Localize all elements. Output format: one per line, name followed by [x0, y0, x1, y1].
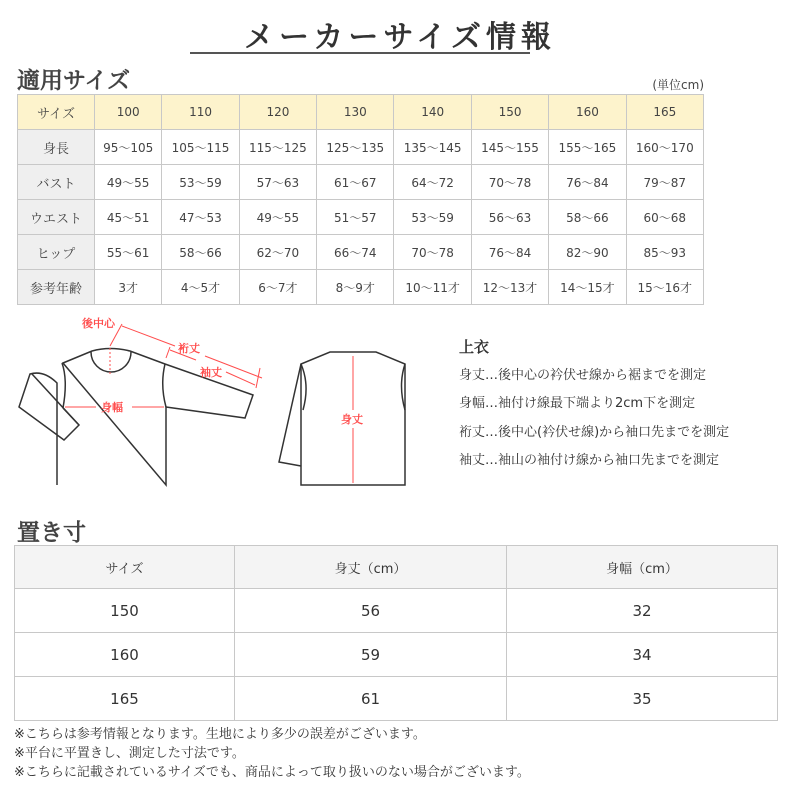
size-cell: 100 [95, 95, 162, 130]
cell: 49〜55 [239, 200, 316, 235]
header-cell: サイズ [15, 546, 235, 589]
cell: 4〜5才 [162, 270, 239, 305]
table-row [18, 270, 704, 305]
size-cell: 140 [394, 95, 471, 130]
size-cell: 165 [626, 95, 703, 130]
table-row [18, 200, 704, 235]
label-yuki: 裄丈 [178, 342, 200, 355]
page-title: メーカーサイズ情報 [244, 20, 556, 55]
fit-size-table [17, 94, 704, 305]
cell: 64〜72 [394, 165, 471, 200]
table-row [15, 677, 778, 721]
cell: 145〜155 [471, 130, 548, 165]
note: ※こちらは参考情報となります。生地により多少の誤差がございます。 [14, 727, 426, 742]
label-width: 身幅 [101, 401, 123, 414]
flat-size-heading: 置き寸 [17, 520, 86, 546]
measurement-description [459, 333, 729, 476]
table-header-row [15, 546, 778, 589]
desc-line: 身幅…袖付け線最下端より2cm下を測定 [459, 396, 696, 411]
cell: 85〜93 [626, 235, 703, 270]
cell: 61〜67 [317, 165, 394, 200]
fit-size-heading: 適用サイズ [17, 68, 131, 94]
cell: 115〜125 [239, 130, 316, 165]
cell: 79〜87 [626, 165, 703, 200]
cell: 70〜78 [471, 165, 548, 200]
title-underline [190, 52, 530, 54]
cell: 12〜13才 [471, 270, 548, 305]
table-row [18, 165, 704, 200]
cell: 3才 [95, 270, 162, 305]
desc-line: 身丈…後中心の衿伏せ線から裾までを測定 [459, 367, 707, 383]
cell: 45〜51 [95, 200, 162, 235]
cell: 56 [235, 589, 507, 633]
cell: 70〜78 [394, 235, 471, 270]
cell: 57〜63 [239, 165, 316, 200]
size-cell: 150 [471, 95, 548, 130]
row-label: ヒップ [18, 235, 95, 270]
table-header-row [18, 95, 704, 130]
desc-line: 裄丈…後中心(衿伏せ線)から袖口先までを測定 [459, 424, 730, 440]
cell: 59 [235, 633, 507, 677]
size-cell: 160 [549, 95, 626, 130]
cell: 62〜70 [239, 235, 316, 270]
header-cell: 身丈（cm） [235, 546, 507, 589]
row-label: バスト [18, 165, 95, 200]
row-label: ウエスト [18, 200, 95, 235]
cell: 60〜68 [626, 200, 703, 235]
unit-label: (単位cm) [652, 78, 704, 92]
cell: 34 [507, 633, 778, 677]
cell: 160 [15, 633, 235, 677]
garment-diagram [0, 310, 440, 504]
table-row [18, 235, 704, 270]
cell: 76〜84 [549, 165, 626, 200]
table-row [15, 633, 778, 677]
cell: 58〜66 [549, 200, 626, 235]
size-cell: 120 [239, 95, 316, 130]
cell: 165 [15, 677, 235, 721]
cell: 160〜170 [626, 130, 703, 165]
cell: 10〜11才 [394, 270, 471, 305]
cell: 55〜61 [95, 235, 162, 270]
flat-size-table [14, 545, 778, 721]
cell: 150 [15, 589, 235, 633]
cell: 135〜145 [394, 130, 471, 165]
cell: 58〜66 [162, 235, 239, 270]
row-label: 身長 [18, 130, 95, 165]
cell: 49〜55 [95, 165, 162, 200]
cell: 61 [235, 677, 507, 721]
cell: 76〜84 [471, 235, 548, 270]
cell: 35 [507, 677, 778, 721]
cell: 6〜7才 [239, 270, 316, 305]
cell: 95〜105 [95, 130, 162, 165]
label-length: 身丈 [341, 413, 363, 426]
cell: 51〜57 [317, 200, 394, 235]
desc-heading: 上衣 [459, 338, 490, 356]
row-label: 参考年齢 [18, 270, 95, 305]
table-row [18, 130, 704, 165]
cell: 8〜9才 [317, 270, 394, 305]
desc-line: 袖丈…袖山の袖付け線から袖口先までを測定 [459, 453, 720, 468]
cell: 82〜90 [549, 235, 626, 270]
note: ※こちらに記載されているサイズでも、商品によって取り扱いのない場合がございます。 [14, 765, 530, 780]
label-sleeve: 袖丈 [200, 366, 222, 379]
header-cell: 身幅（cm） [507, 546, 778, 589]
cell: 53〜59 [162, 165, 239, 200]
table-row [15, 589, 778, 633]
cell: 14〜15才 [549, 270, 626, 305]
header-label: サイズ [18, 95, 95, 130]
label-back-center: 後中心 [82, 317, 115, 330]
cell: 56〜63 [471, 200, 548, 235]
size-cell: 130 [317, 95, 394, 130]
cell: 66〜74 [317, 235, 394, 270]
cell: 125〜135 [317, 130, 394, 165]
notes [14, 725, 530, 782]
size-cell: 110 [162, 95, 239, 130]
cell: 47〜53 [162, 200, 239, 235]
cell: 32 [507, 589, 778, 633]
cell: 53〜59 [394, 200, 471, 235]
cell: 15〜16才 [626, 270, 703, 305]
cell: 155〜165 [549, 130, 626, 165]
note: ※平台に平置きし、測定した寸法です。 [14, 746, 245, 761]
cell: 105〜115 [162, 130, 239, 165]
